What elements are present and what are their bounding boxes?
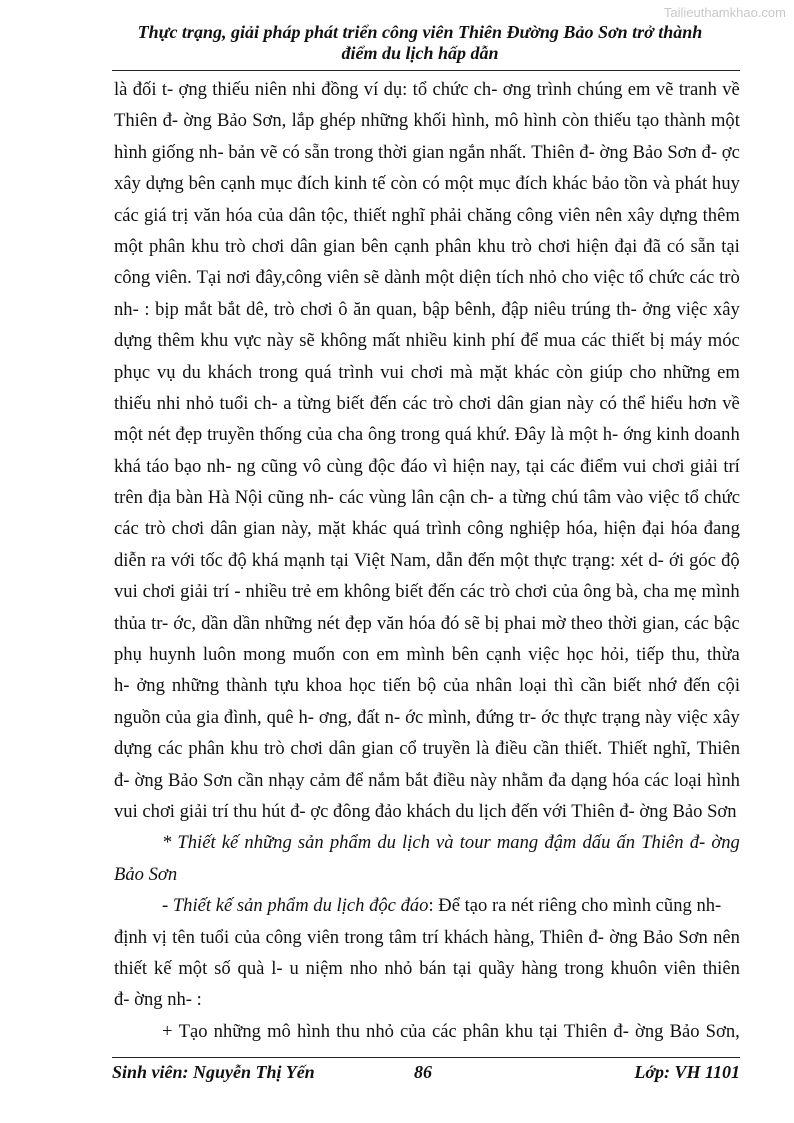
body-line: phục vụ du khách trong quá trình vui chơi mà mặt khác còn giúp cho những em [114,361,740,383]
subsection-text: : Để tạo ra nét riêng cho mình cũng nh- [428,895,722,917]
footer-student: Sinh viên: Nguyễn Thị Yến [112,1062,315,1082]
header-rule [112,70,740,71]
page-number: 86 [414,1062,432,1082]
body-line: diễn ra với tốc độ khá mạnh tại Việt Nam, dẫn đến một thực trạng: xét d- ới góc độ [114,549,740,571]
body-line: dựng thêm khu vực này sẽ không mất nhiều kinh phí để mua các thiết bị máy móc [114,330,740,352]
section-heading: * Thiết kế những sản phẩm du lịch và tour mang đậm dấu ấn Thiên đ- ờng [162,832,740,854]
body-line: thiết kế một số quà l- u niệm nho nhỏ bán tại quầy hàng trong khuôn viên thiên [114,957,740,979]
body-line: khá táo bạo nh- ng cũng vô cùng độc đáo vì hiện nay, tại các điểm vui chơi giải trí [114,455,740,477]
body-line: thủa tr- ớc, dần dần những nét đẹp văn hóa đó sẽ bị phai mờ theo thời gian, các bậc [114,612,740,634]
subsection-label: - Thiết kế sản phẩm du lịch độc đáo [162,895,429,917]
body-line: đ- ờng Bảo Sơn cần nhạy cảm để nắm bắt điều này nhằm đa dạng hóa các loại hình [114,769,740,791]
page-header [100,22,740,64]
body-line: thiếu nhi nhỏ tuổi ch- a từng biết đến các trò chơi dân gian này có thể hiểu hơn về [114,392,740,414]
body-line: một nét đẹp truyền thống của cha ông trong quá khứ. Đây là một h- ớng kinh doanh [114,424,740,446]
body-line: dựng các phân khu trò chơi dân gian cổ truyền là điều cần thiết. Thiết nghĩ, Thiên [114,738,740,760]
body-line: nguồn của gia đình, quê h- ơng, đất n- ớc mình, đứng tr- ớc thực trạng này việc xây [114,706,740,728]
body-line: vui chơi giải trí - nhiều trẻ em không biết đến các trò chơi của ông bà, cha mẹ mình [114,581,740,603]
body-line: trên địa bàn Hà Nội cũng nh- các vùng lân cận ch- a từng chú tâm vào việc tổ chức [114,487,740,509]
bullet-line: + Tạo những mô hình thu nhỏ của các phân khu tại Thiên đ- ờng Bảo Sơn, [162,1020,740,1042]
watermark: Tailieuthamkhao.com [663,5,786,20]
body-line: các giá trị văn hóa của dân tộc, thiết nghĩ phải chăng công viên nên xây dựng thêm [114,204,740,226]
body-text [114,74,740,1047]
body-line: định vị tên tuổi của công viên trong tâm trí khách hàng, Thiên đ- ờng Bảo Sơn nên [114,926,740,948]
body-line: một phân khu trò chơi dân gian bên cạnh phân khu trò chơi hiện đại đã có sẵn tại [114,235,740,257]
body-line: các trò chơi dân gian này, mặt khác quá trình công nghiệp hóa, hiện đại hóa đang [114,518,740,540]
body-line: h- ởng những thành tựu khoa học tiến bộ của nhân loại thì cần biết nhớ đến cội [114,675,740,697]
body-line: là đối t- ợng thiếu niên nhi đồng ví dụ: tổ chức ch- ơng trình chúng em vẽ tranh về [114,79,740,100]
section-heading-continued: Bảo Sơn [114,863,178,885]
body-line: xây dựng bên cạnh mục đích kinh tế còn có một mục đích khác bảo tồn và phát huy [114,173,740,195]
footer-rule [112,1057,740,1058]
header-title-line-1: Thực trạng, giải pháp phát triển công viên Thiên Đường Bảo Sơn trở thành [137,22,703,42]
body-line: hình giống nh- bản vẽ có sẵn trong thời gian ngắn nhất. Thiên đ- ờng Bảo Sơn đ- ợc [114,141,740,163]
body-line: đ- ờng nh- : [114,989,202,1011]
body-line: công viên. Tại nơi đây,công viên sẽ dành một diện tích nhỏ cho việc tổ chức các trò [114,267,740,289]
header-title-line-2: điểm du lịch hấp dẫn [341,43,499,63]
body-line: vui chơi giải trí thu hút đ- ợc đông đảo khách du lịch đến với Thiên đ- ờng Bảo Sơn [114,800,737,822]
subsection-line [114,890,740,921]
body-line: phụ huynh luôn mong muốn con em mình bên cạnh việc học hỏi, tiếp thu, thừa [114,644,740,666]
body-line: Thiên đ- ờng Bảo Sơn, lắp ghép những khối hình, mô hình còn thiếu tạo thành một [114,110,740,132]
footer-class: Lớp: VH 1101 [634,1062,740,1082]
body-line: nh- : bịp mắt bắt dê, trò chơi ô ăn quan, bập bênh, đập niêu trúng th- ởng việc xây [114,298,740,320]
